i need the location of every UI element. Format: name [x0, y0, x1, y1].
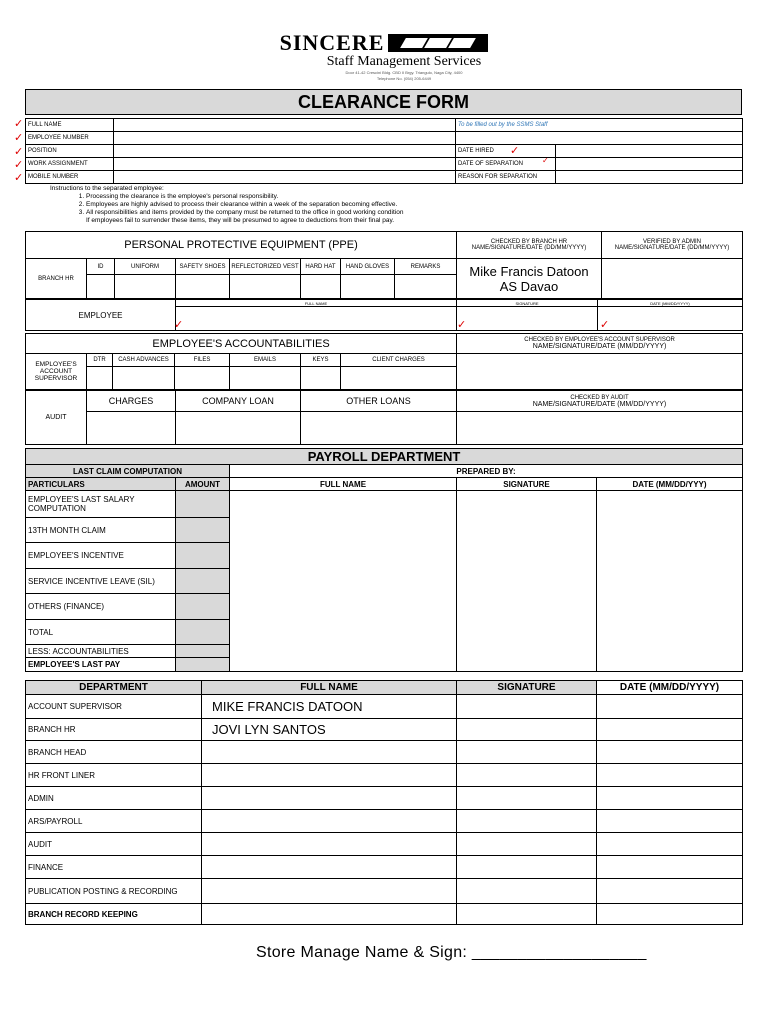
department-fullname[interactable]	[202, 833, 457, 856]
ppe-shoes-cell[interactable]	[176, 275, 230, 299]
instruction-item: 1. Processing the clearance is the employee's personal responsibility.	[86, 193, 403, 201]
employee-col-header: FULL NAME	[176, 300, 457, 307]
particulars-header: PARTICULARS	[26, 478, 176, 491]
mobile-number-field[interactable]	[114, 171, 456, 184]
payroll-signature-cell[interactable]	[457, 491, 597, 672]
audit-label: AUDIT	[26, 391, 87, 445]
department-header: DEPARTMENT	[26, 681, 202, 695]
position-label: POSITION	[26, 145, 114, 158]
department-date[interactable]	[597, 833, 743, 856]
employee-number-label: EMPLOYEE NUMBER	[26, 132, 114, 145]
company-loan-cell[interactable]	[176, 412, 301, 445]
department-date[interactable]	[597, 719, 743, 741]
payroll-date-cell[interactable]	[597, 491, 743, 672]
department-signature[interactable]	[457, 833, 597, 856]
checkmark-icon: ✓	[457, 319, 467, 331]
department-name: FINANCE	[26, 856, 202, 879]
department-date[interactable]	[597, 787, 743, 810]
reason-for-separation-field[interactable]	[556, 171, 743, 184]
accountabilities-checked-by-sub: NAME/SIGNATURE/DATE (MM/DD/YYYY)	[532, 343, 667, 350]
ppe-verified-by-sub: NAME/SIGNATURE/DATE (DD/MM/YYYY)	[614, 245, 730, 251]
reason-for-separation-label: REASON FOR SEPARATION	[456, 171, 556, 184]
department-fullname[interactable]: JOVI LYN SANTOS	[202, 719, 457, 741]
department-date[interactable]	[597, 810, 743, 833]
ppe-branch-hr-signature[interactable]	[457, 259, 602, 299]
company-address: Door 41-42 Crescini Bldg. CBD II Brgy. Triangulo, Naga City, 4400	[345, 70, 463, 75]
last-claim-header: LAST CLAIM COMPUTATION	[26, 465, 230, 478]
payroll-table	[25, 448, 743, 672]
instruction-item: 2. Employees are highly advised to process their clearance within a week of the separation becoming effective.	[86, 201, 403, 209]
department-fullname[interactable]	[202, 741, 457, 764]
ppe-title: PERSONAL PROTECTIVE EQUIPMENT (PPE)	[26, 232, 457, 259]
instruction-item: 3. All responsibilities and items provided by the company must be returned to the office in good working condition	[86, 209, 403, 217]
audit-checked-by	[457, 391, 743, 412]
payroll-row-label: SERVICE INCENTIVE LEAVE (SIL)	[26, 569, 176, 594]
department-name: BRANCH HR	[26, 719, 202, 741]
charges-cell[interactable]	[87, 412, 176, 445]
date-of-separation-field[interactable]	[556, 158, 743, 171]
ppe-col-header: ID	[87, 259, 115, 275]
ppe-remarks-cell[interactable]	[395, 275, 457, 299]
handwritten-branch: AS Davao	[499, 278, 559, 294]
accountabilities-col-header: CLIENT CHARGES	[341, 354, 457, 367]
ppe-col-header: REFLECTORIZED VEST	[230, 259, 301, 275]
audit-col-header: COMPANY LOAN	[176, 391, 301, 412]
ppe-uniform-cell[interactable]	[115, 275, 176, 299]
department-fullname[interactable]	[202, 764, 457, 787]
department-signature[interactable]	[457, 695, 597, 719]
date-header: DATE (MM/DD/YYY)	[597, 478, 743, 491]
emails-cell[interactable]	[230, 367, 301, 390]
company-logo	[0, 30, 768, 82]
department-fullname[interactable]	[202, 904, 457, 925]
ppe-col-header: HAND GLOVES	[341, 259, 395, 275]
payroll-amount-cell[interactable]	[176, 569, 230, 594]
payroll-title: PAYROLL DEPARTMENT	[26, 449, 743, 465]
accountabilities-supervisor-signature[interactable]	[457, 354, 743, 390]
employee-signature-field[interactable]	[457, 307, 598, 331]
payroll-amount-cell[interactable]	[176, 491, 230, 518]
payroll-row-label: EMPLOYEE'S LAST PAY	[26, 658, 176, 672]
dept-fullname-header: FULL NAME	[202, 681, 457, 695]
prepared-by-header: PREPARED BY:	[230, 465, 743, 478]
dtr-cell[interactable]	[87, 367, 113, 390]
department-signature[interactable]	[457, 879, 597, 904]
audit-col-header: OTHER LOANS	[301, 391, 457, 412]
department-date[interactable]	[597, 856, 743, 879]
instructions	[50, 185, 403, 225]
audit-signature-cell[interactable]	[457, 412, 743, 445]
department-name: BRANCH HEAD	[26, 741, 202, 764]
payroll-row-label: OTHERS (FINANCE)	[26, 594, 176, 620]
work-assignment-label: WORK ASSIGNMENT	[26, 158, 114, 171]
payroll-fullname-cell[interactable]	[230, 491, 457, 672]
accountabilities-col-header: CASH ADVANCES	[113, 354, 175, 367]
employee-number-field[interactable]	[114, 132, 456, 145]
info-table	[25, 118, 743, 184]
ppe-col-header: SAFETY SHOES	[176, 259, 230, 275]
store-manager-sign[interactable]: Store Manage Name & Sign: ___________________	[256, 944, 647, 961]
audit-checked-by-label: CHECKED BY AUDIT	[570, 394, 629, 401]
staff-note: To be filled out by the SSMS Staff	[456, 119, 743, 132]
company-phone: Telephone No. (054) 205-6449	[376, 76, 432, 81]
checkmark-icon: ✓	[542, 156, 549, 165]
dept-date-header: DATE (MM/DD/YYYY)	[597, 681, 743, 695]
instructions-heading: Instructions to the separated employee:	[50, 185, 164, 192]
department-signature[interactable]	[457, 904, 597, 925]
audit-col-header: CHARGES	[87, 391, 176, 412]
payroll-amount-cell[interactable]	[176, 620, 230, 645]
checkmark-icon: ✓	[14, 159, 24, 171]
department-table	[25, 680, 743, 925]
department-name: ARS/PAYROLL	[26, 810, 202, 833]
employee-fullname-field[interactable]	[176, 307, 457, 331]
department-signature[interactable]	[457, 719, 597, 741]
accountabilities-col-header: EMAILS	[230, 354, 301, 367]
department-fullname[interactable]	[202, 856, 457, 879]
department-date[interactable]	[597, 879, 743, 904]
payroll-amount-cell[interactable]	[176, 645, 230, 658]
department-name: PUBLICATION POSTING & RECORDING	[26, 879, 202, 904]
ppe-table	[25, 231, 743, 299]
department-date[interactable]	[597, 741, 743, 764]
ppe-checked-by-sub: NAME/SIGNATURE/DATE (DD/MM/YYYY)	[471, 245, 587, 251]
ppe-hat-cell[interactable]	[301, 275, 341, 299]
accountabilities-row-label: EMPLOYEE'S ACCOUNT SUPERVISOR	[26, 354, 87, 390]
department-signature[interactable]	[457, 810, 597, 833]
payroll-amount-cell[interactable]	[176, 543, 230, 569]
department-fullname[interactable]	[202, 879, 457, 904]
ppe-verified-by-label: VERIFIED BY ADMIN	[643, 239, 701, 245]
employee-col-header: DATE (MM/DD/YYYY)	[598, 300, 743, 307]
checkmark-icon: ✓	[510, 145, 520, 157]
work-assignment-field[interactable]	[114, 158, 456, 171]
payroll-amount-cell[interactable]	[176, 658, 230, 672]
other-loans-cell[interactable]	[301, 412, 457, 445]
signature-header: SIGNATURE	[457, 478, 597, 491]
department-fullname[interactable]: MIKE FRANCIS DATOON	[202, 695, 457, 719]
ppe-col-header: HARD HAT	[301, 259, 341, 275]
department-name: ADMIN	[26, 787, 202, 810]
payroll-amount-cell[interactable]	[176, 518, 230, 543]
date-of-separation-label: DATE OF SEPARATION	[456, 158, 556, 171]
instruction-note: If employees fail to surrender these items, they will be presumed to agree to deductions from their final pay.	[86, 217, 395, 224]
employee-label: EMPLOYEE	[26, 300, 176, 331]
fullname-header: FULL NAME	[230, 478, 457, 491]
dept-signature-header: SIGNATURE	[457, 681, 597, 695]
ppe-col-header: REMARKS	[395, 259, 457, 275]
audit-table	[25, 390, 743, 445]
date-hired-field[interactable]	[556, 145, 743, 158]
keys-cell[interactable]	[301, 367, 341, 390]
full-name-field[interactable]	[114, 119, 456, 132]
full-name-label: FULL NAME	[26, 119, 114, 132]
department-name: AUDIT	[26, 833, 202, 856]
ppe-row-label: BRANCH HR	[26, 259, 87, 299]
mobile-number-label: MOBILE NUMBER	[26, 171, 114, 184]
accountabilities-title: EMPLOYEE'S ACCOUNTABILITIES	[26, 334, 457, 354]
department-signature[interactable]	[457, 741, 597, 764]
employee-col-header: SIGNATURE	[457, 300, 598, 307]
accountabilities-checked-by-label: CHECKED BY EMPLOYEE'S ACCOUNT SUPERVISOR	[524, 337, 675, 343]
payroll-row-label: EMPLOYEE'S LAST SALARY COMPUTATION	[26, 491, 176, 518]
ppe-verified-by	[602, 232, 743, 259]
ppe-col-header: UNIFORM	[115, 259, 176, 275]
position-field[interactable]	[114, 145, 456, 158]
client-charges-cell[interactable]	[341, 367, 457, 390]
ppe-checked-by-label: CHECKED BY BRANCH HR	[490, 239, 568, 245]
accountabilities-checked-by	[457, 334, 743, 354]
checkmark-icon: ✓	[14, 132, 24, 144]
payroll-row-label: 13TH MONTH CLAIM	[26, 518, 176, 543]
logo-mark-icon	[388, 34, 488, 52]
ppe-gloves-cell[interactable]	[341, 275, 395, 299]
ppe-admin-signature[interactable]	[602, 259, 743, 299]
audit-checked-by-sub: NAME/SIGNATURE/DATE (MM/DD/YYYY)	[532, 400, 667, 408]
checkmark-icon: ✓	[174, 319, 184, 331]
handwritten-name: Mike Francis Datoon	[469, 263, 589, 279]
department-fullname[interactable]	[202, 787, 457, 810]
payroll-row-label: TOTAL	[26, 620, 176, 645]
ppe-id-cell[interactable]	[87, 275, 115, 299]
amount-header: AMOUNT	[176, 478, 230, 491]
checkmark-icon: ✓	[14, 172, 24, 184]
checkmark-icon: ✓	[600, 319, 610, 331]
department-fullname[interactable]	[202, 810, 457, 833]
department-date[interactable]	[597, 695, 743, 719]
accountabilities-col-header: KEYS	[301, 354, 341, 367]
employee-table	[25, 299, 743, 331]
form-title: CLEARANCE FORM	[25, 89, 742, 115]
checkmark-icon: ✓	[14, 146, 24, 158]
company-name: SINCERE	[279, 30, 385, 55]
department-date[interactable]	[597, 764, 743, 787]
accountabilities-table	[25, 333, 743, 390]
accountabilities-col-header: FILES	[175, 354, 230, 367]
company-subtitle: Staff Management Services	[326, 54, 482, 69]
files-cell[interactable]	[175, 367, 230, 390]
checkmark-icon: ✓	[14, 118, 24, 130]
department-signature[interactable]	[457, 787, 597, 810]
department-date[interactable]	[597, 904, 743, 925]
payroll-row-label: EMPLOYEE'S INCENTIVE	[26, 543, 176, 569]
cash-advances-cell[interactable]	[113, 367, 175, 390]
ppe-checked-by	[457, 232, 602, 259]
accountabilities-col-header: DTR	[87, 354, 113, 367]
department-signature[interactable]	[457, 764, 597, 787]
payroll-amount-cell[interactable]	[176, 594, 230, 620]
employee-date-field[interactable]	[598, 307, 743, 331]
ppe-vest-cell[interactable]	[230, 275, 301, 299]
department-name: BRANCH RECORD KEEPING	[26, 904, 202, 925]
date-hired-label: DATE HIRED	[456, 145, 556, 158]
department-signature[interactable]	[457, 856, 597, 879]
department-name: ACCOUNT SUPERVISOR	[26, 695, 202, 719]
payroll-row-label: LESS: ACCOUNTABILITIES	[26, 645, 176, 658]
department-name: HR FRONT LINER	[26, 764, 202, 787]
